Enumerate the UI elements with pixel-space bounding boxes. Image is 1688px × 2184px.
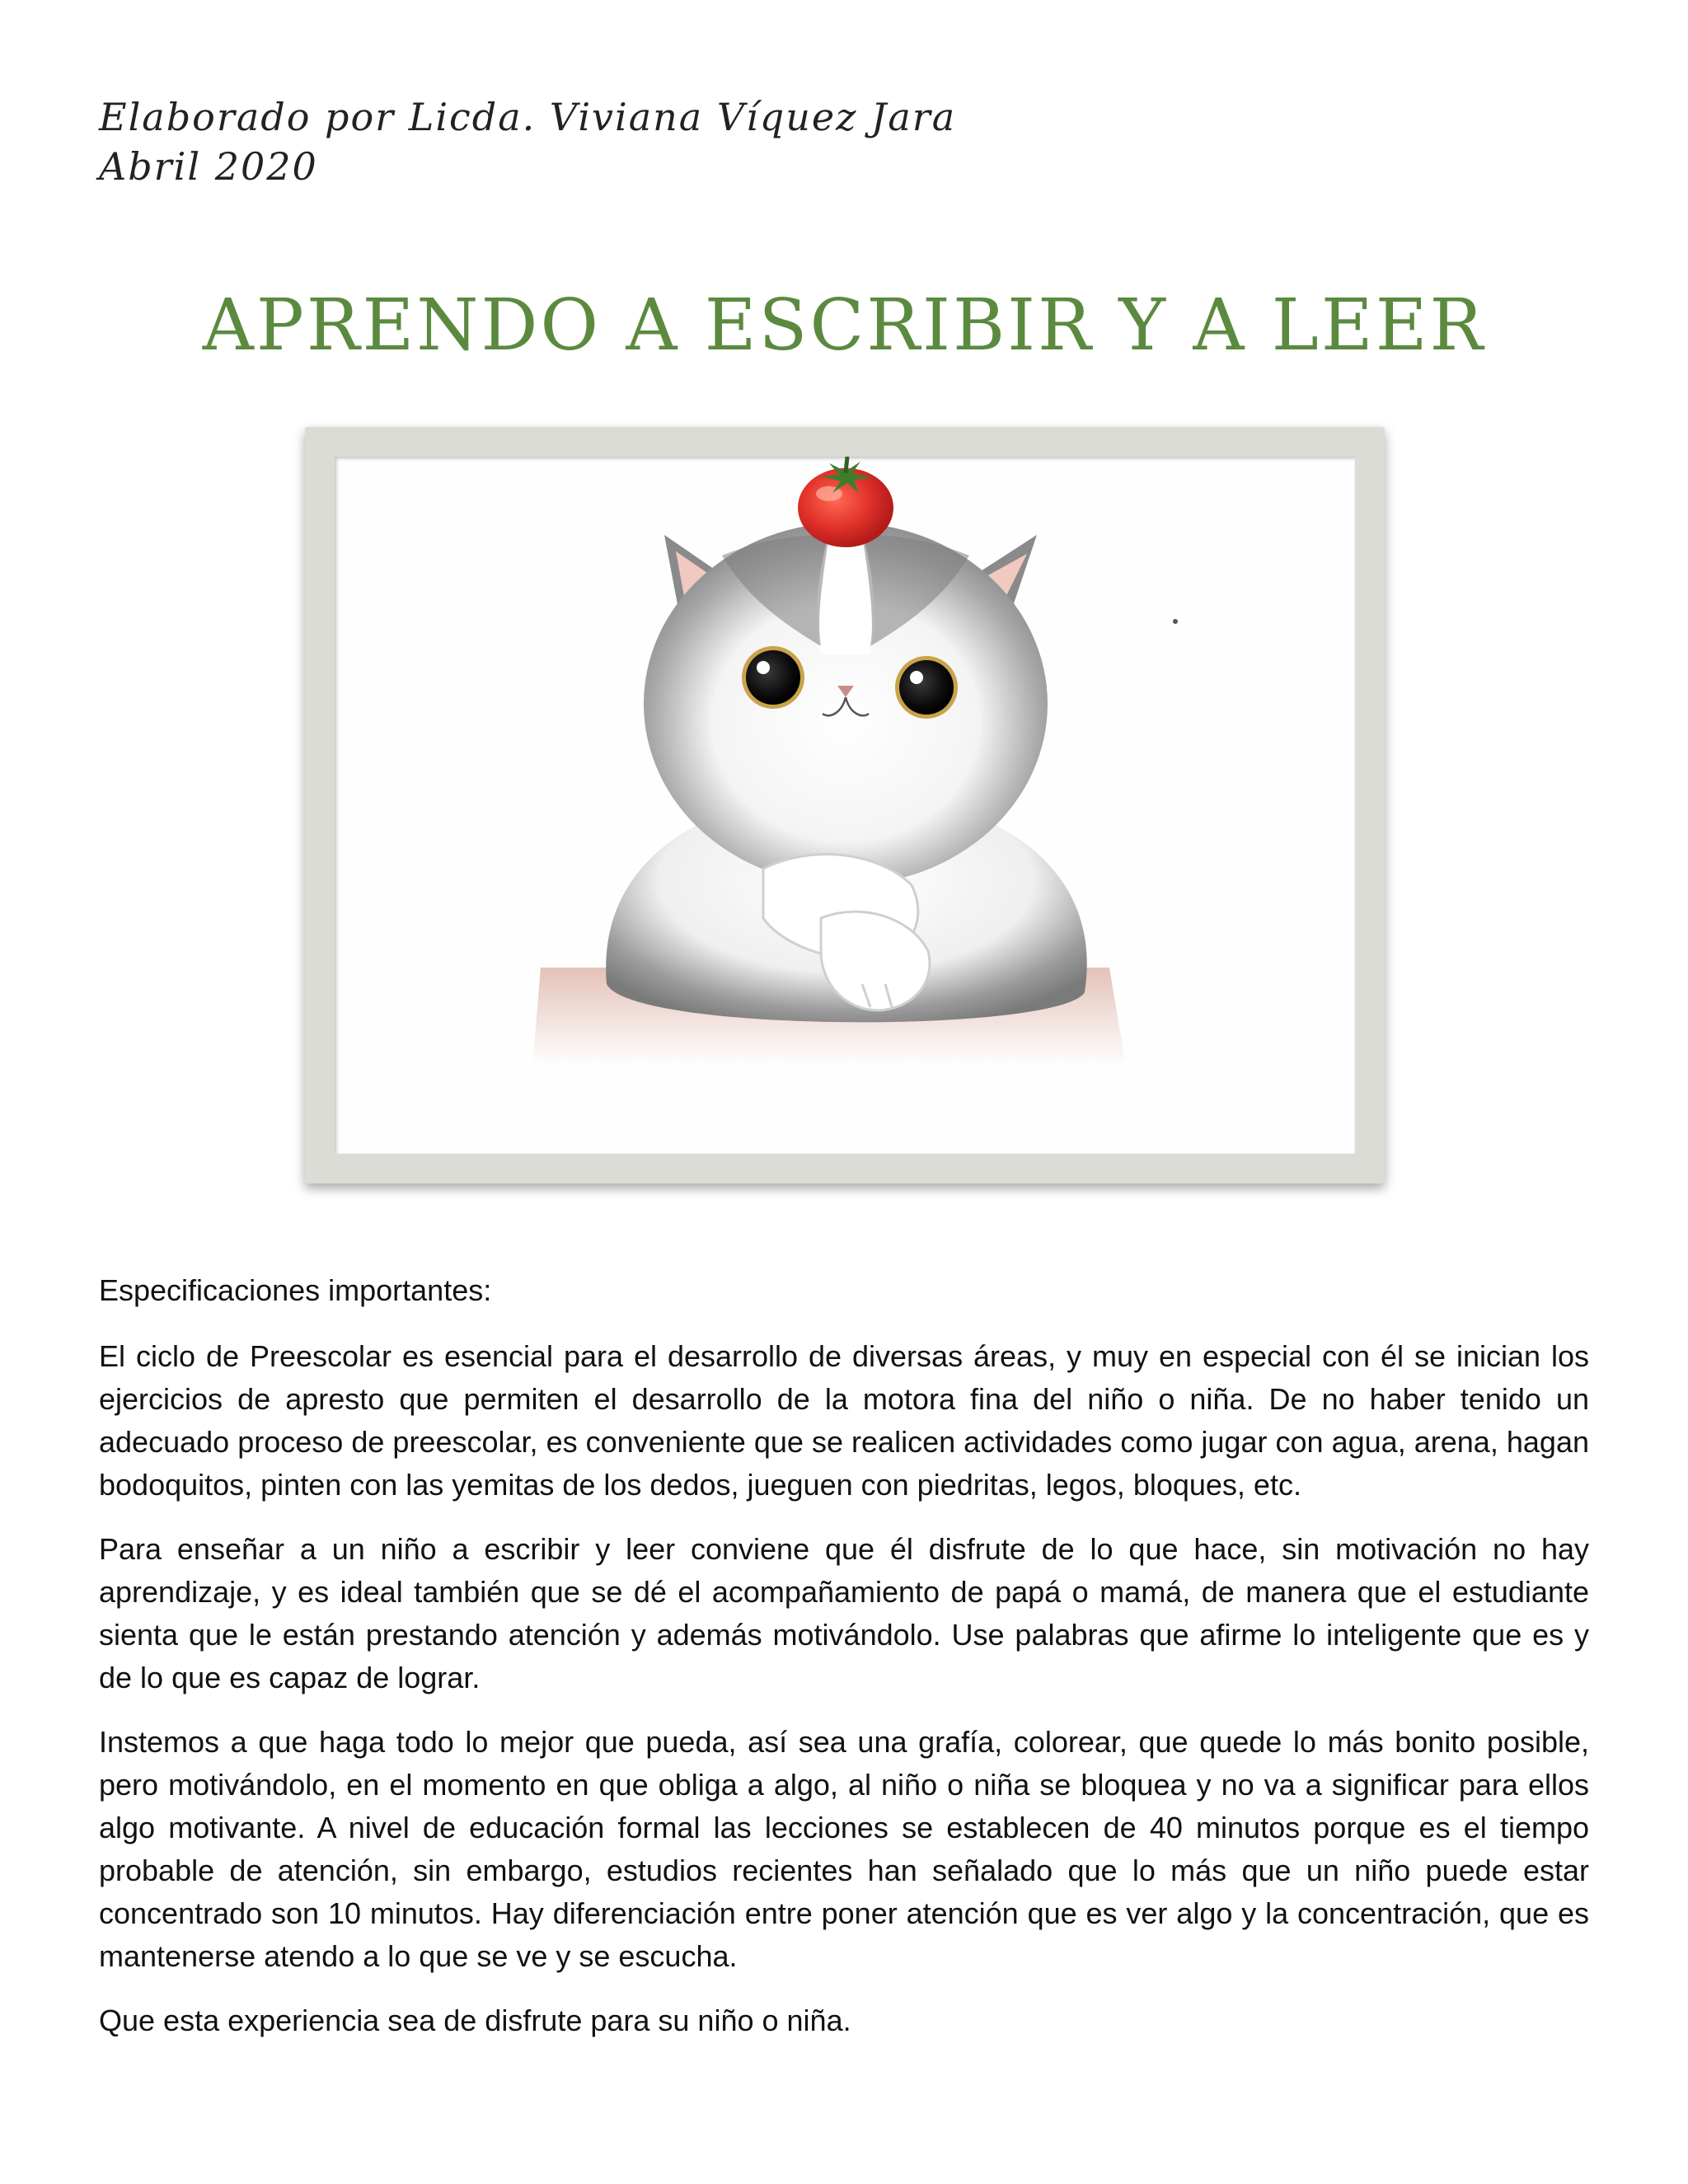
author-credit: Elaborado por Licda. Viviana Víquez Jara bbox=[99, 95, 957, 139]
picture-matte bbox=[335, 457, 1355, 1154]
picture-frame bbox=[305, 427, 1385, 1183]
body-text bbox=[99, 1269, 1589, 2064]
speck bbox=[1173, 619, 1178, 624]
paragraph-2: Para enseñar a un niño a escribir y leer conviene que él disfrute de lo que hace, sin motivación no hay aprendizaje, y es ideal también que se dé el acompañamiento de papá o mamá, de manera que el estudiante sienta que le están prestando atención y además motivándolo. Use palabras que afirme lo inteligente que es y de lo que es capaz de lograr. bbox=[99, 1532, 1589, 1694]
closing-line: Que esta experiencia sea de disfrute para su niño o niña. bbox=[99, 2004, 851, 2037]
cat-illustration bbox=[335, 457, 1355, 1154]
cat-head bbox=[644, 523, 1048, 885]
tomato-icon bbox=[798, 457, 893, 547]
section-heading: Especificaciones importantes: bbox=[99, 1273, 492, 1307]
paragraph-3: Instemos a que haga todo lo mejor que pueda, así sea una grafía, colorear, que quede lo más bonito posible, pero motivándolo, en el momento en que obliga a algo, al niño o niña se bloquea y no va a significar para ellos algo motivante. A nivel de educación formal las lecciones se establecen de 40 minutos porque es el tiempo probable de atención, sin embargo, estudios recientes han señalado que lo más que un niño puede estar concentrado son 10 minutos. Hay diferenciación entre poner atención que es ver algo y la concentración, que es mantenerse atendo a lo que se ve y se escucha. bbox=[99, 1725, 1589, 1973]
page-title: APRENDO A ESCRIBIR Y A LEER bbox=[202, 284, 1486, 367]
paragraph-1: El ciclo de Preescolar es esencial para el desarrollo de diversas áreas, y muy en especial con él se inician los ejercicios de apresto que permiten el desarrollo de la motora fina del niño o niña. De no haber tenido un adecuado proceso de preescolar, es conveniente que se realicen actividades como jugar con agua, arena, hagan bodoquitos, pinten con las yemitas de los dedos, jueguen con piedritas, legos, bloques, etc. bbox=[99, 1339, 1589, 1502]
author-date: Abril 2020 bbox=[99, 144, 318, 189]
author-block bbox=[99, 92, 1006, 191]
